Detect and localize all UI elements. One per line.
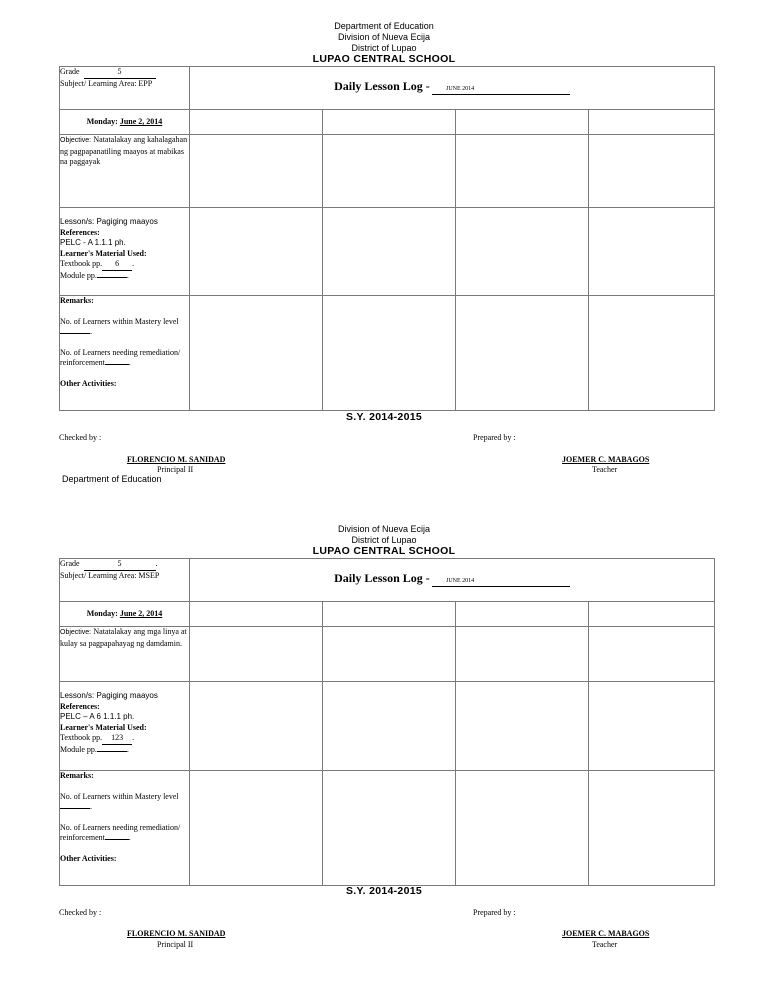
remarks-col-2 <box>190 771 323 886</box>
lesson-col-4 <box>456 682 589 771</box>
objective-text: Natatalakay ang mga linya at kulay sa pagpapahayag ng damdamin. <box>60 627 187 648</box>
mastery-text: No. of Learners within Mastery level <box>60 791 179 801</box>
remarks-label: Remarks: <box>60 771 94 780</box>
pelc-text: PELC – A 6 1.1.1 ph. <box>60 712 135 721</box>
references-label: References: <box>60 227 100 237</box>
checked-by-label-2: Checked by : <box>59 908 102 917</box>
materials-label: Learner's Material Used: <box>60 722 147 732</box>
grade-label: Grade <box>60 67 80 76</box>
module-label: Module pp. <box>60 744 97 754</box>
checked-by-label: Checked by : <box>59 433 102 442</box>
lesson-col-5 <box>589 682 715 771</box>
remarks-col-3 <box>323 771 456 886</box>
remediation-blank <box>105 839 129 840</box>
objective-col-2 <box>190 135 323 208</box>
module-value-blank <box>97 751 127 752</box>
mastery-blank <box>60 808 90 809</box>
title-cell <box>190 67 715 110</box>
day-col-5 <box>589 602 715 627</box>
lesson-log-table-2 <box>59 558 715 886</box>
subject-area: Subject/ Learning Area: MSEP <box>60 570 160 580</box>
teacher-title: Teacher <box>592 465 618 474</box>
textbook-label: Textbook pp. <box>60 733 103 742</box>
mastery-blank <box>60 333 90 334</box>
lesson-col-2 <box>190 682 323 771</box>
objective-col-5 <box>589 627 715 682</box>
school-name: LUPAO CENTRAL SCHOOL <box>312 53 456 65</box>
lesson-log-table <box>59 66 715 411</box>
day-col-2 <box>190 602 323 627</box>
principal-name-2: FLORENCIO M. SANIDAD <box>127 929 226 938</box>
day-col-4 <box>456 110 589 135</box>
subject-area: Subject/ Learning Area: EPP <box>60 78 153 88</box>
textbook-value: 6 <box>102 259 132 271</box>
teacher-title-2: Teacher <box>592 940 618 949</box>
grade-subject-cell <box>60 67 190 110</box>
pelc-text: PELC - A 1.1.1 ph. <box>60 238 126 247</box>
day-col-3 <box>323 602 456 627</box>
remarks-cell: Remarks: No. of Learners within Mastery level. No. of Learners needing remediation/ reinforcement . Other Activities: <box>60 296 190 411</box>
principal-title: Principal II <box>157 465 194 474</box>
textbook-label: Textbook pp. <box>60 259 103 268</box>
grade-label: Grade <box>60 559 80 568</box>
objective-col-5 <box>589 135 715 208</box>
materials-label: Learner's Material Used: <box>60 248 147 258</box>
remarks-col-5 <box>589 771 715 886</box>
remarks-col-4 <box>456 771 589 886</box>
header-district-2: District of Lupao <box>351 535 417 545</box>
mastery-text: No. of Learners within Mastery level <box>60 316 179 326</box>
objective-col-3 <box>323 135 456 208</box>
lesson-col-2 <box>190 208 323 296</box>
header-dept-2: Department of Education <box>62 474 162 484</box>
remarks-cell: Remarks: No. of Learners within Mastery level. No. of Learners needing remediation/ reinforcement . Other Activities: <box>60 771 190 886</box>
remediation-text: No. of Learners needing remediation/ reinforcement <box>60 822 181 842</box>
module-value-blank <box>97 277 127 278</box>
remediation-text: No. of Learners needing remediation/ reinforcement <box>60 347 181 367</box>
principal-name: FLORENCIO M. SANIDAD <box>127 455 226 464</box>
principal-title-2: Principal II <box>157 940 194 949</box>
objective-col-4 <box>456 627 589 682</box>
prepared-by-label: Prepared by : <box>473 433 516 442</box>
school-name-2: LUPAO CENTRAL SCHOOL <box>312 545 456 557</box>
remarks-col-4 <box>456 296 589 411</box>
day-label: Monday: <box>86 608 118 618</box>
grade-subject-cell: Grade 5 . Subject/ Learning Area: MSEP <box>60 559 190 602</box>
day-date: June 2, 2014 <box>119 116 163 126</box>
objective-cell <box>60 135 190 208</box>
grade-value: 5 <box>84 559 156 571</box>
other-activities-label: Other Activities: <box>60 853 117 863</box>
objective-col-4 <box>456 135 589 208</box>
remarks-col-5 <box>589 296 715 411</box>
school-year-2: S.Y. 2014-2015 <box>345 885 422 897</box>
module-label: Module pp. <box>60 270 97 280</box>
header-division: Division of Nueva Ecija <box>337 32 431 42</box>
objective-label: Objective: <box>60 629 92 636</box>
teacher-name: JOEMER C. MABAGOS <box>562 455 650 464</box>
other-activities-label: Other Activities: <box>60 378 117 388</box>
objective-col-3 <box>323 627 456 682</box>
log-title: Daily Lesson Log - <box>334 78 430 93</box>
day-date: June 2, 2014 <box>119 608 163 618</box>
log-date: JUNE 2014 <box>432 576 570 588</box>
objective-cell <box>60 627 190 682</box>
school-year: S.Y. 2014-2015 <box>345 411 422 423</box>
header-division-2: Division of Nueva Ecija <box>337 524 431 534</box>
day-col-4 <box>456 602 589 627</box>
textbook-value: 123 <box>102 733 132 745</box>
day-col-3 <box>323 110 456 135</box>
lesson-text: Lesson/s: Pagiging maayos <box>60 217 158 226</box>
day-label: Monday: <box>86 116 118 126</box>
log-title: Daily Lesson Log - <box>334 570 430 585</box>
log-date: JUNE 2014 <box>432 84 570 96</box>
grade-value: 5 <box>84 67 156 79</box>
header-district: District of Lupao <box>351 43 417 53</box>
references-label: References: <box>60 701 100 711</box>
day-cell <box>60 110 190 135</box>
lesson-cell: Lesson/s: Pagiging maayos References: PELC – A 6 1.1.1 ph. Learner's Material Used: Textbook pp. 123 . Module pp. . <box>60 682 190 771</box>
prepared-by-label-2: Prepared by : <box>473 908 516 917</box>
header-dept: Department of Education <box>334 21 434 31</box>
lesson-col-3 <box>323 208 456 296</box>
teacher-name-2: JOEMER C. MABAGOS <box>562 929 650 938</box>
remediation-blank <box>105 364 129 365</box>
objective-label: Objective: <box>60 137 92 144</box>
title-cell <box>190 559 715 602</box>
lesson-cell: Lesson/s: Pagiging maayos References: PELC - A 1.1.1 ph. Learner's Material Used: Textbook pp. 6 . Module pp. . <box>60 208 190 296</box>
remarks-label: Remarks: <box>60 296 94 305</box>
lesson-text: Lesson/s: Pagiging maayos <box>60 691 158 700</box>
remarks-col-2 <box>190 296 323 411</box>
remarks-col-3 <box>323 296 456 411</box>
day-col-2 <box>190 110 323 135</box>
objective-text: Natatalakay ang kahalagahan ng pagpapanatiling maayos at mabikas na paggayak <box>60 135 188 166</box>
lesson-col-4 <box>456 208 589 296</box>
day-cell <box>60 602 190 627</box>
lesson-col-3 <box>323 682 456 771</box>
day-col-5 <box>589 110 715 135</box>
lesson-col-5 <box>589 208 715 296</box>
objective-col-2 <box>190 627 323 682</box>
